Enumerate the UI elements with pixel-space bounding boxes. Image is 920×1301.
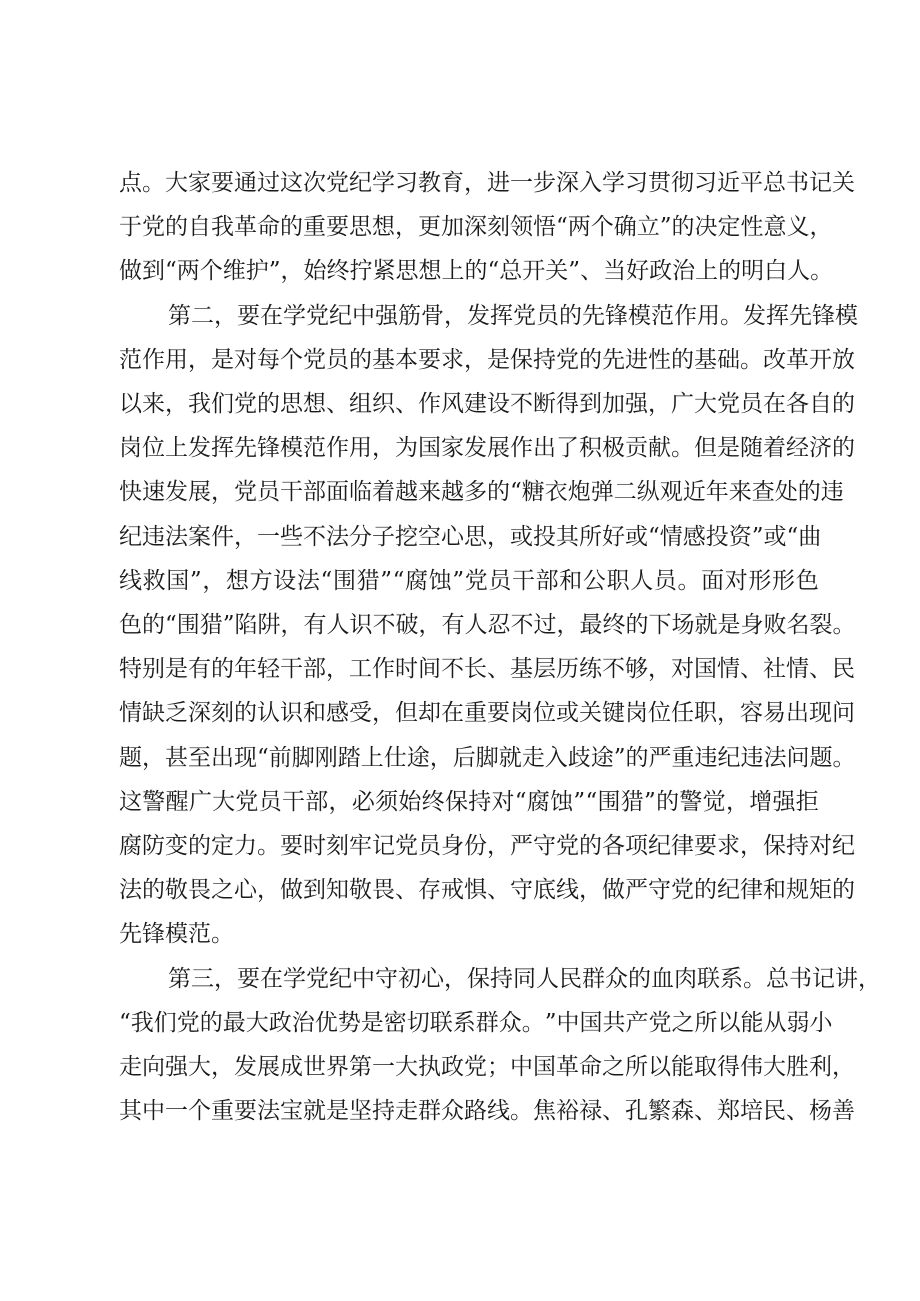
text-line: 以 来 ， 我 们 党 的 思 想 、 组 织 、 作 风 建 设 不 断 得 到 加 强 ， 广 大 党 员 在 各 自 的 — [119, 391, 855, 417]
text-line: 走 向 强 大 ， 发 展 成 世 界 第 一 大 执 政 党 ； 中 国 革 命 之 所 以 能 取 得 伟 大 胜 利 ， — [119, 1054, 855, 1080]
text-line: 点 。 大 家 要 通 过 这 次 党 纪 学 习 教 育 ， 进 一 步 深 入 学 习 贯 彻 习 近 平 总 书 记 关 — [119, 170, 855, 196]
text-line: 范 作 用 ， 是 对 每 个 党 员 的 基 本 要 求 ， 是 保 持 党 的 先 进 性 的 基 础 。 改 革 开 放 — [119, 346, 855, 373]
text-line: 于 党 的 自 我 革 命 的 重 要 思 想 ， 更 加 深 刻 领 悟 “ 两 个 确 立 ” 的 决 定 性 意 义 ， — [119, 214, 833, 241]
text-line: 色 的 “ 围 猎 ” 陷 阱 ， 有 人 识 不 破 ， 有 人 忍 不 过 ， 最 终 的 下 场 就 是 身 败 名 裂 。 — [119, 612, 856, 638]
text-line: 岗 位 上 发 挥 先 锋 模 范 作 用 ， 为 国 家 发 展 作 出 了 积 极 贡 献 。 但 是 随 着 经 济 的 — [119, 435, 855, 462]
text-line: 第 二 ， 要 在 学 党 纪 中 强 筋 骨 ， 发 挥 党 员 的 先 锋 模 范 作 用 。 发 挥 先 锋 模 — [168, 302, 858, 329]
text-line: 特 别 是 有 的 年 轻 干 部 ， 工 作 时 间 不 长 、 基 层 历 练 不 够 ， 对 国 情 、 社 情 、 民 — [119, 656, 855, 683]
text-line: 其 中 一 个 重 要 法 宝 就 是 坚 持 走 群 众 路 线 。 焦 裕 禄 、 孔 繁 森 、 郑 培 民 、 杨 善 — [119, 1098, 855, 1125]
text-line: 先 锋 模 范 。 — [119, 921, 234, 948]
text-line: 做 到 “ 两 个 维 护 ” ， 始 终 拧 紧 思 想 上 的 “ 总 开 关 ” 、 当 好 政 治 上 的 明 白 人 。 — [119, 258, 834, 285]
text-line: 线 救 国 ” ， 想 方 设 法 “ 围 猎 ” “ 腐 蚀 ” 党 员 干 部 和 公 职 人 员 。 面 对 形 形 色 — [119, 567, 819, 594]
text-line: 法 的 敬 畏 之 心 ， 做 到 知 敬 畏 、 存 戒 惧 、 守 底 线 ， 做 严 守 党 的 纪 律 和 规 矩 的 — [119, 877, 855, 904]
text-line: 情 缺 乏 深 刻 的 认 识 和 感 受 ， 但 却 在 重 要 岗 位 或 关 键 岗 位 任 职 ， 容 易 出 现 问 — [119, 700, 855, 727]
text-line: 快 速 发 展 ， 党 员 干 部 面 临 着 越 来 越 多 的 “ 糖 衣 炮 弹 二 纵 观 近 年 来 查 处 的 违 — [119, 479, 844, 506]
text-line: 第 三 ， 要 在 学 党 纪 中 守 初 心 ， 保 持 同 人 民 群 众 的 血 肉 联 系 。 总 书 记 讲 ， — [168, 965, 881, 992]
text-line: 腐 防 变 的 定 力 。 要 时 刻 牢 记 党 员 身 份 ， 严 守 党 的 各 项 纪 律 要 求 ， 保 持 对 纪 — [119, 833, 855, 859]
text-line: 题 ， 甚 至 出 现 “ 前 脚 刚 踏 上 仕 途 ， 后 脚 就 走 入 歧 途 ” 的 严 重 违 纪 违 法 问 题 。 — [119, 744, 856, 771]
text-line: 这 警 醒 广 大 党 员 干 部 ， 必 须 始 终 保 持 对 “ 腐 蚀 ” “ 围 猎 ” 的 警 觉 ， 增 强 拒 — [119, 788, 819, 815]
text-line: 纪 违 法 案 件 ， 一 些 不 法 分 子 挖 空 心 思 ， 或 投 其 所 好 或 “ 情 感 投 资 ” 或 “ 曲 — [119, 523, 822, 550]
text-line: “ 我 们 党 的 最 大 政 治 优 势 是 密 切 联 系 群 众 。 ” 中 国 共 产 党 之 所 以 能 从 弱 小 — [119, 1009, 833, 1036]
